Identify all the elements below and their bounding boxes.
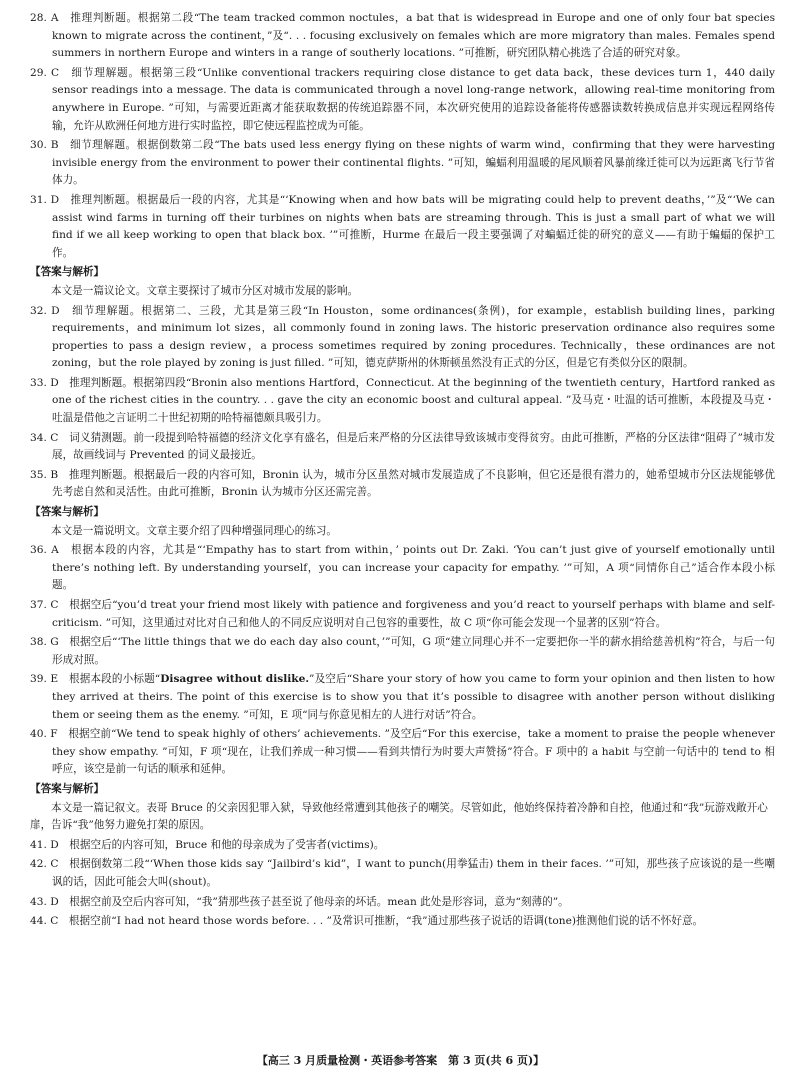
answer-36: 36. A 根据本段的内容，尤其是“‘Empathy has to start from within，’ points out Dr. Zaki. ‘You can’t just give of yourself emotionally until there’s nothing left. By understanding yourself，you can increase your capacity for empathy. ’”可知，A 项“同情你自己”适合作本段小标题。: [30, 544, 775, 592]
passage-intro-1: 本文是一篇议论文。文章主要探讨了城市分区对城市发展的影响。: [51, 284, 359, 297]
answer-41: 41. D 根据空后的内容可知，Bruce 和他的母亲成为了受害者(victims)。: [30, 838, 385, 851]
section-heading-1: 【答案与解析】: [30, 266, 105, 279]
answer-31: 31. D 推理判断题。根据最后一段的内容，尤其是“‘Knowing when and how bats will be migrating could help to prevent deaths，’”及“‘We can assist wind farms in turning off their turbines on nights when bats are streaming through. This is just a small part of what we will find if we all keep working to open that black box. ’”可推断，Hurme 在最后一段主要强调了对蝙蝠迁徙的研究的意义——有助于蝙蝠的保护工作。: [30, 193, 775, 259]
answer-32: 32. D 细节理解题。根据第二、三段，尤其是第三段“In Houston，some ordinances(条例)，for example，establish building lines，parking requirements，and minimum lot sizes，all commonly found in zoning laws. The historic preservation ordinance also requires some properties to pass a design review，a process sometimes required by zoning procedures. Technically，these ordinances are not zoning，but the role played by zoning is just filled. ”可知，德克萨斯州的休斯顿虽然没有正式的分区，但是它有类似分区的限制。: [30, 304, 775, 370]
answer-42: 42. C 根据倒数第二段“‘When those kids say “Jailbird’s kid”，I want to punch(用拳猛击) them in their faces. ’”可知，那些孩子应该说的是一些嘲讽的话，因此可能会大叫(shout)。: [30, 858, 775, 888]
answer-39-lead: 39. E 根据本段的小标题“: [30, 673, 161, 686]
page-footer: 【高三 3 月质量检测・英语参考答案 第 3 页(共 6 页)】: [256, 1054, 545, 1067]
section-heading-2: 【答案与解析】: [30, 506, 105, 519]
answer-37: 37. C 根据空后“you’d treat your friend most likely with patience and forgiveness and you’d react to yourself perhaps with blame and self-criticism. ”可知，这里通过对比对自己和他人的不同反应说明对自己包容的重要性，故 C 项“你可能会发现一个显著的区别”符合。: [30, 599, 775, 629]
answer-28: 28. A 推理判断题。根据第二段“The team tracked common noctules，a bat that is widespread in Europe and one of only four bat species known to migrate across the continent，”及“. . . focusing exclusively on females which are more migratory than males. Females spend summers in northern Europe and winters in a range of southerly locations. ”可推断，研究团队精心挑选了合适的研究对象。: [30, 12, 775, 60]
passage-intro-2: 本文是一篇说明文。文章主要介绍了四种增强同理心的练习。: [51, 524, 338, 537]
answer-39-subheading: Disagree without dislike.: [160, 673, 310, 686]
answer-44: 44. C 根据空前“I had not heard those words before. . . ”及常识可推断，“我”通过那些孩子说话的语调(tone)推测他们说的话不怀好意。: [30, 915, 704, 928]
answer-30: 30. B 细节理解题。根据倒数第二段“The bats used less energy flying on these nights of warm wind，confirming that they were harvesting invisible energy from the environment to power their continental flights. ”可知，蝙蝠利用温暖的尾风顺着风暴前缘迁徙可以为远距离飞行节省体力。: [30, 139, 775, 187]
answer-35: 35. B 推理判断题。根据最后一段的内容可知，Bronin 认为，城市分区虽然对城市发展造成了不良影响，但它还是很有潜力的，她希望城市分区法规能够优先考虑自然和灵活性。由此可推断，Bronin 认为城市分区还需完善。: [30, 468, 775, 499]
passage-intro-3: 本文是一篇记叙文。表哥 Bruce 的父亲因犯罪入狱，导致他经常遭到其他孩子的嘲笑。尽管如此，他始终保持着冷静和自控，他通过和“我”玩游戏敞开心扉，告诉“我”他努力避免打架的原因。: [30, 801, 768, 832]
answer-43: 43. D 根据空前及空后内容可知，“我”猜那些孩子甚至说了他母亲的坏话。mean 此处是形容词，意为“刻薄的”。: [30, 895, 569, 908]
answer-39-rest: ”及空后“Share your story of how you came to form your opinion and then listen to how they arrived at theirs. The point of this exercise is to show you that it’s possible to disagree with another person without disliking them or seeing them as the enemy. ”可知，E 项“同与你意见相左的人进行对话”符合。: [52, 673, 775, 721]
answer-40: 40. F 根据空前“We tend to speak highly of others’ achievements. ”及空后“For this exercise，take a moment to praise the people whenever they show empathy. ”可知，F 项“现在，让我们养成一种习惯——看到共情行为时要大声赞扬”符合。F 项中的 a habit 与空前一句话中的 tend to 相呼应，该空是前一句话的顺承和延伸。: [30, 728, 775, 776]
answer-38: 38. G 根据空后“‘The little things that we do each day also count，’”可知，G 项“建立同理心并不一定要把你一半的薪水捐给慈善机构”符合，与后一句形成对照。: [30, 636, 775, 666]
answer-29: 29. C 细节理解题。根据第三段“Unlike conventional trackers requiring close distance to get data back，these devices turn 1，440 daily sensor readings into a message. The data is communicated through a novel long-range network，allowing real-time monitoring from anywhere in Europe. ”可知，与需要近距离才能获取数据的传统追踪器不同，本次研究使用的追踪设备能将传感器读数转换成信息并实现远程网络传输，允许从欧洲任何地方进行实时监控，即它使远程监控成为可能。: [30, 66, 775, 132]
answer-34: 34. C 词义猜测题。前一段提到哈特福德的经济文化享有盛名，但是后来严格的分区法律导致该城市变得贫穷。由此可推断，严格的分区法律“阻碍了”城市发展，故画线词与 Prevented 的词义最接近。: [30, 431, 775, 462]
section-heading-3: 【答案与解析】: [30, 782, 105, 795]
answer-33: 33. D 推理判断题。根据第四段“Bronin also mentions Hartford，Connecticut. At the beginning of the twentieth century，Hartford ranked as one of the richest cities in the country. . . gave the city an economic boost and cultural appeal. ”及马克・吐温的话可推断，本段提及马克・吐温是借他之言证明二十世纪初期的哈特福德颇具吸引力。: [30, 376, 776, 425]
answer-39: [30, 671, 775, 724]
answer-document: [30, 10, 775, 933]
